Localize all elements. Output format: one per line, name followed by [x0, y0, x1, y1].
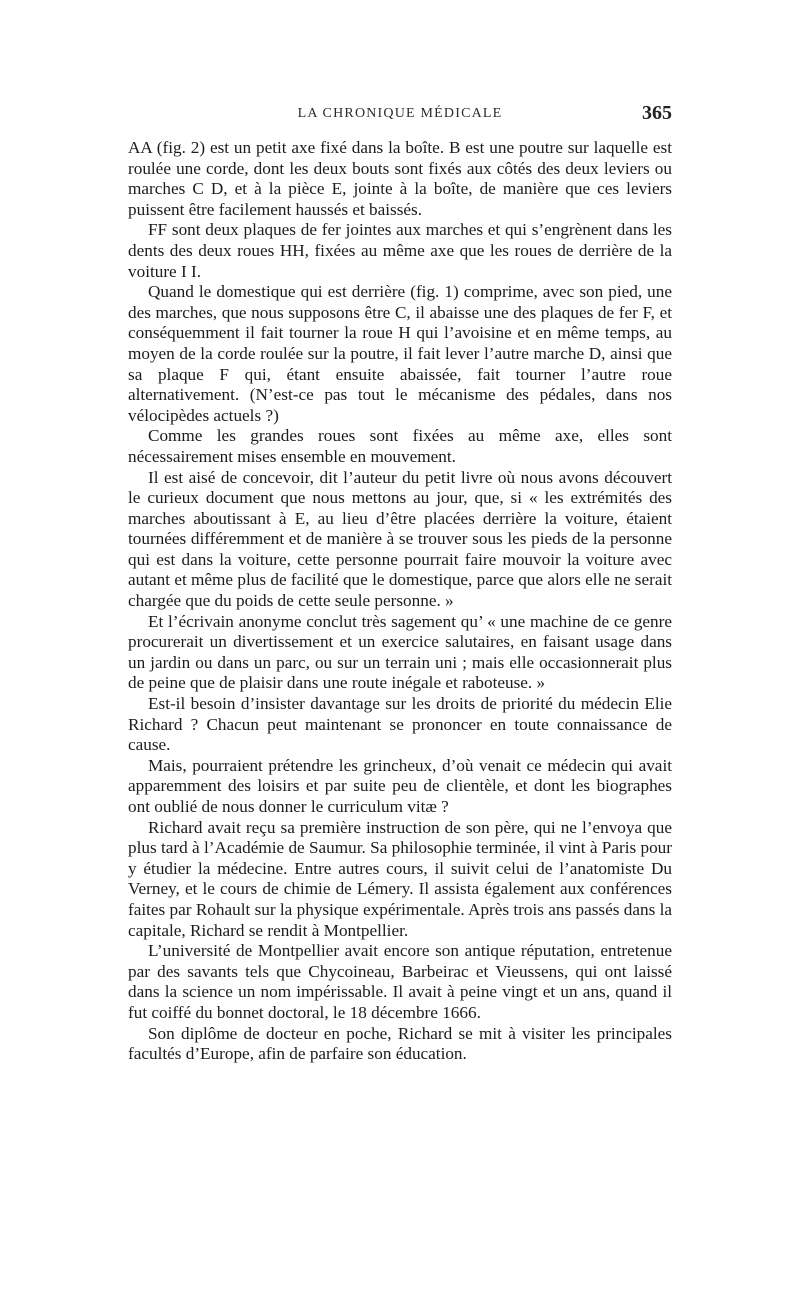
page-header — [128, 102, 672, 130]
paragraph: Est-il besoin d’insister davantage sur les droits de priorité du médecin Elie Richard ? Chacun peut maintenant se prononcer en toute connaissance de cause. — [128, 694, 672, 755]
paragraph: FF sont deux plaques de fer jointes aux marches et qui s’engrènent dans les dents des deux roues HH, fixées au même axe que les roues de derrière de la voiture I I. — [128, 220, 672, 281]
paragraph: Comme les grandes roues sont fixées au même axe, elles sont nécessairement mises ensemble en mouvement. — [128, 426, 672, 466]
paragraph: AA (fig. 2) est un petit axe fixé dans la boîte. B est une poutre sur laquelle est roulée une corde, dont les deux bouts sont fixés aux côtés des deux leviers ou marches C D, et à la pièce E, jointe à la boîte, de manière que ces leviers puissent être facilement haussés et baissés. — [128, 138, 672, 219]
paragraph: Et l’écrivain anonyme conclut très sagement qu’ « une machine de ce genre procurerait un divertissement et un exercice salutaires, en faisant usage dans un jardin ou dans un parc, ou sur un terrain uni ; mais elle occasionnerait plus de peine que de plaisir dans une route inégale et raboteuse. » — [128, 611, 672, 693]
paragraph: Richard avait reçu sa première instruction de son père, qui ne l’envoya que plus tard à l’Académie de Saumur. Sa philosophie terminée, il vint à Paris pour y étudier la médecine. Entre autres cours, il suivit celui de l’anatomiste Du Verney, et le cours de chimie de Lémery. Il assista également aux conférences faites par Rohault sur la physique expérimentale. Après trois ans passés dans la capitale, Richard se rendit à Montpellier. — [128, 817, 672, 940]
paragraph: Quand le domestique qui est derrière (fig. 1) comprime, avec son pied, une des marches, que nous supposons être C, il abaisse une des plaques de fer F, et conséquemment il fait tourner la roue H qui l’avoisine et en même temps, au moyen de la corde roulée sur la poutre, il fait lever l’autre marche D, ainsi que sa plaque F qui, étant ensuite abaissée, fait tourner l’autre roue alternativement. (N’est-ce pas tout le mécanisme des pédales, dans nos vélocipèdes actuels ?) — [128, 282, 672, 425]
running-title: LA CHRONIQUE MÉDICALE — [297, 106, 503, 121]
body-text — [128, 138, 672, 1065]
page-number: 365 — [642, 102, 672, 124]
paragraph: L’université de Montpellier avait encore son antique réputation, entretenue par des savants tels que Chycoineau, Barbeirac et Vieussens, qui ont laissé dans la science un nom impérissable. Il avait à peine vingt et un ans, quand il fut coiffé du bonnet doctoral, le 18 décembre 1666. — [128, 941, 672, 1022]
paragraph: Son diplôme de docteur en poche, Richard se mit à visiter les principales facultés d’Europe, afin de parfaire son éducation. — [128, 1023, 672, 1064]
paragraph: Il est aisé de concevoir, dit l’auteur du petit livre où nous avons découvert le curieux document que nous mettons au jour, que, si « les extrémités des marches aboutissant à E, au lieu d’être placées derrière la voiture, étaient tournées différemment et de manière à se trouver sous les pieds de la personne qui est dans la voiture, cette personne pourrait faire mouvoir la voiture avec autant et même plus de facilité que le domestique, parce que alors elle ne serait chargée que du poids de cette seule personne. » — [128, 467, 672, 611]
paragraph: Mais, pourraient prétendre les grincheux, d’où venait ce médecin qui avait apparemment des loisirs et par suite peu de clientèle, et dont les biographes ont oublié de nous donner le curriculum vitæ ? — [128, 755, 672, 816]
